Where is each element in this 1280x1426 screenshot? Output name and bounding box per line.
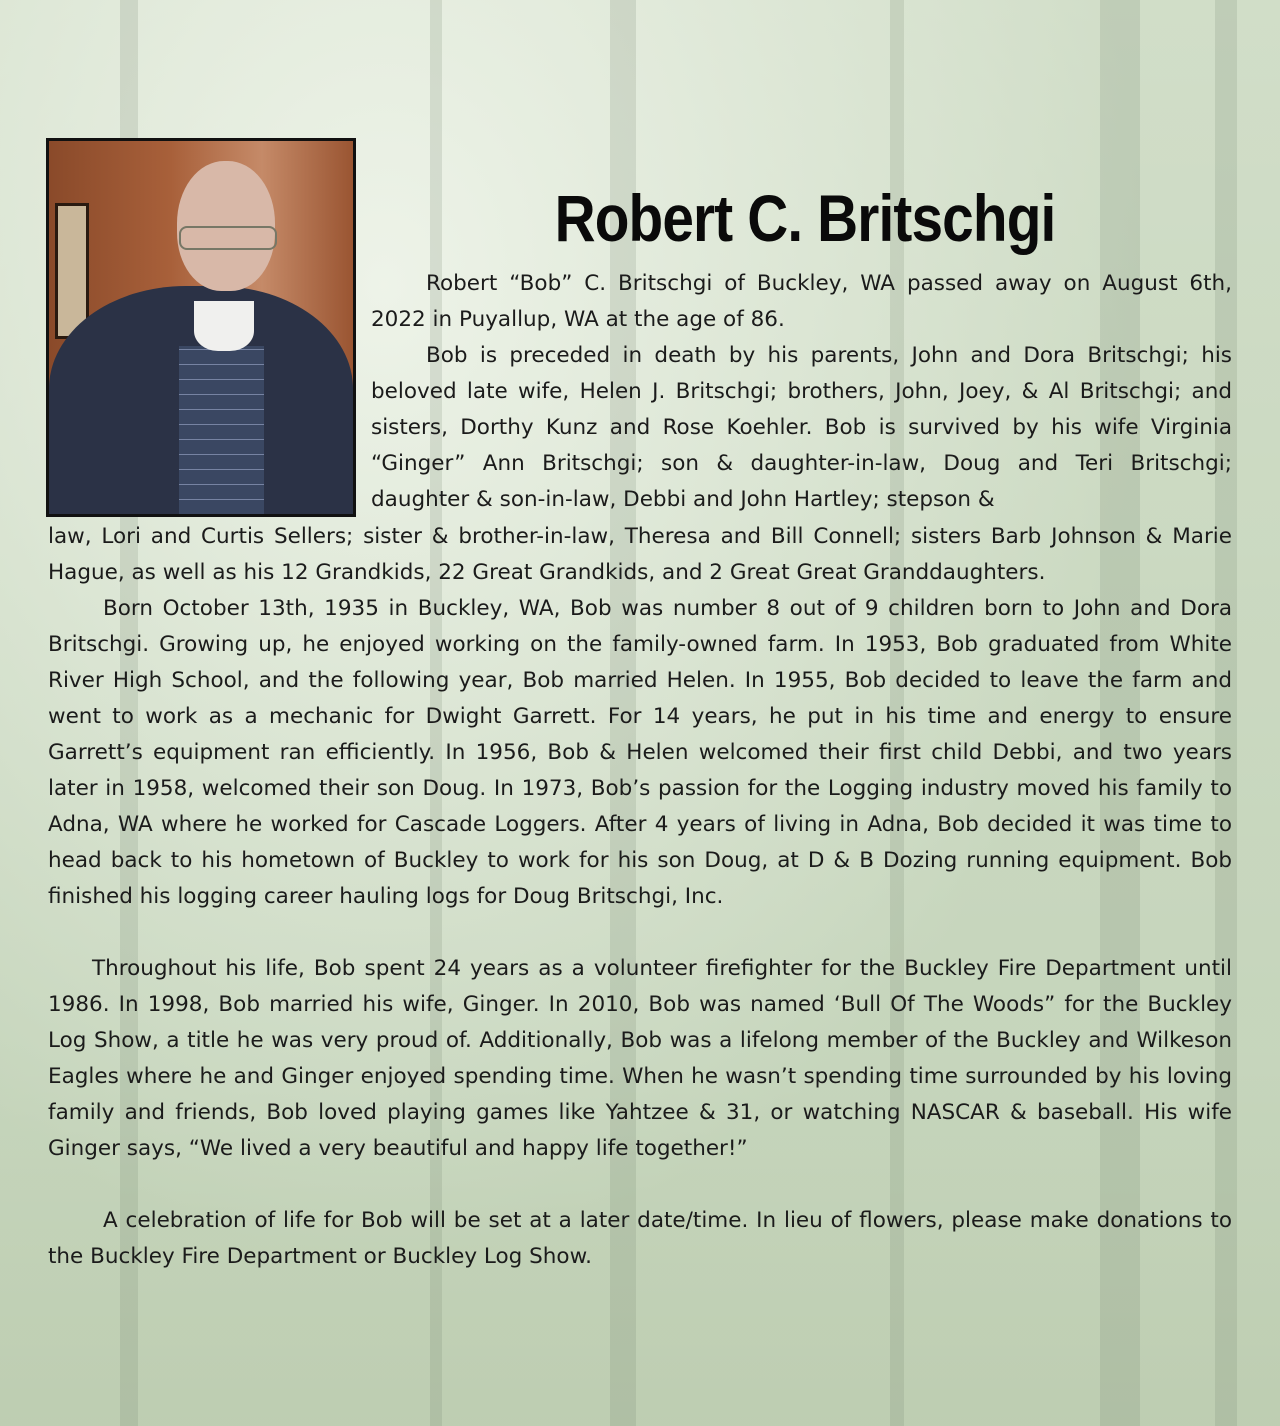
plaid-shirt (179, 346, 264, 514)
undershirt (194, 301, 254, 351)
paragraph-celebration: A celebration of life for Bob will be set at a later date/time. In lieu of flowers, please make donations to the Buckley Fire Department or Buckley Log Show. (48, 1208, 1232, 1269)
portrait-photo (46, 138, 356, 517)
paragraph-life: Born October 13th, 1935 in Buckley, WA, Bob was number 8 out of 9 children born to John and Dora Britschgi. Growing up, he enjoyed working on the family-owned farm. In 1953, Bob graduated from White River High School, and the following year, Bob married Helen. In 1955, Bob decided to leave the farm and went to work as a mechanic for Dwight Garrett. For 14 years, he put in his time and energy to ensure Garrett’s equipment ran efficiently. In 1956, Bob & Helen welcomed their first child Debbi, and two years later in 1958, welcomed their son Doug. In 1973, Bob’s passion for the Logging industry moved his family to Adna, WA where he worked for Cascade Loggers. After 4 years of living in Adna, Bob decided it was time to head back to his hometown of Buckley to work for his son Doug, at D & B Dozing running equipment. Bob finished his logging career hauling logs for Doug Britschgi, Inc. (48, 596, 1232, 909)
paragraph-family-1: Bob is preceded in death by his parents, John and Dora Britschgi; his beloved late wife, Helen J. Britschgi; brothers, John, Joey, & Al Britschgi; and sisters, Dorthy Kunz and Rose Koehler. Bob is survived by his wife Virginia “Ginger” Ann Britschgi; son & daughter-in-law, Doug and Teri Britschgi; daughter & son-in-law, Debbi and John Hartley; stepson & (371, 343, 1232, 512)
paragraph-passing: Robert “Bob” C. Britschgi of Buckley, WA passed away on August 6th, 2022 in Puyallup, WA at the age of 86. (371, 271, 1232, 332)
paragraph-family-2: law, Lori and Curtis Sellers; sister & brother-in-law, Theresa and Bill Connell; sisters Barb Johnson & Marie Hague, as well as his 12 Grandkids, 22 Great Grandkids, and 2 Great Great Granddaughters. (48, 524, 1232, 585)
glasses (179, 226, 277, 250)
obituary-title: Robert C. Britschgi (554, 181, 1056, 256)
paragraph-hobbies: Throughout his life, Bob spent 24 years as a volunteer firefighter for the Buckley Fire Department until 1986. In 1998, Bob married his wife, Ginger. In 2010, Bob was named ‘Bull Of The Woods” for the Buckley Log Show, a title he was very proud of. Additionally, Bob was a lifelong member of the Buckley and Wilkeson Eagles where he and Ginger enjoyed spending time. When he wasn’t spending time surrounded by his loving family and friends, Bob loved playing games like Yahtzee & 31, or watching NASCAR & baseball. His wife Ginger says, “We lived a very beautiful and happy life together!” (48, 956, 1232, 1161)
